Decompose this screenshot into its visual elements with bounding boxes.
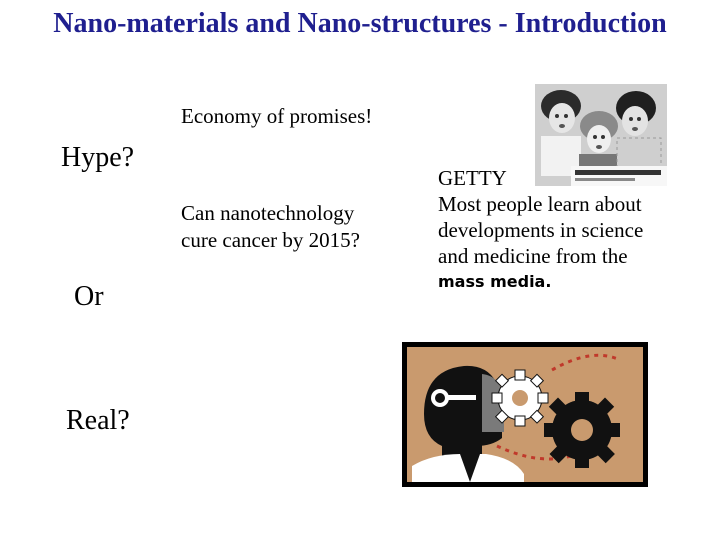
photo-caption [438,165,643,295]
cure-question [181,200,360,254]
gears-head-clipart [402,342,648,487]
hype-text: Hype? [61,142,135,173]
cure-line-1: Can nanotechnology [181,201,355,225]
or-text: Or [74,281,104,312]
caption-line-3: developments in science [438,218,644,242]
caption-line-4: and medicine from the [438,244,628,268]
caption-line-5: mass media. [438,272,552,291]
slide-title: Nano-materials and Nano-structures - Introduction [53,8,667,39]
cure-line-2: cure cancer by 2015? [181,228,360,252]
economy-text: Economy of promises! [181,104,373,128]
caption-line-2: Most people learn about [438,192,642,216]
real-text: Real? [66,405,130,436]
caption-line-1: GETTY [438,166,507,190]
